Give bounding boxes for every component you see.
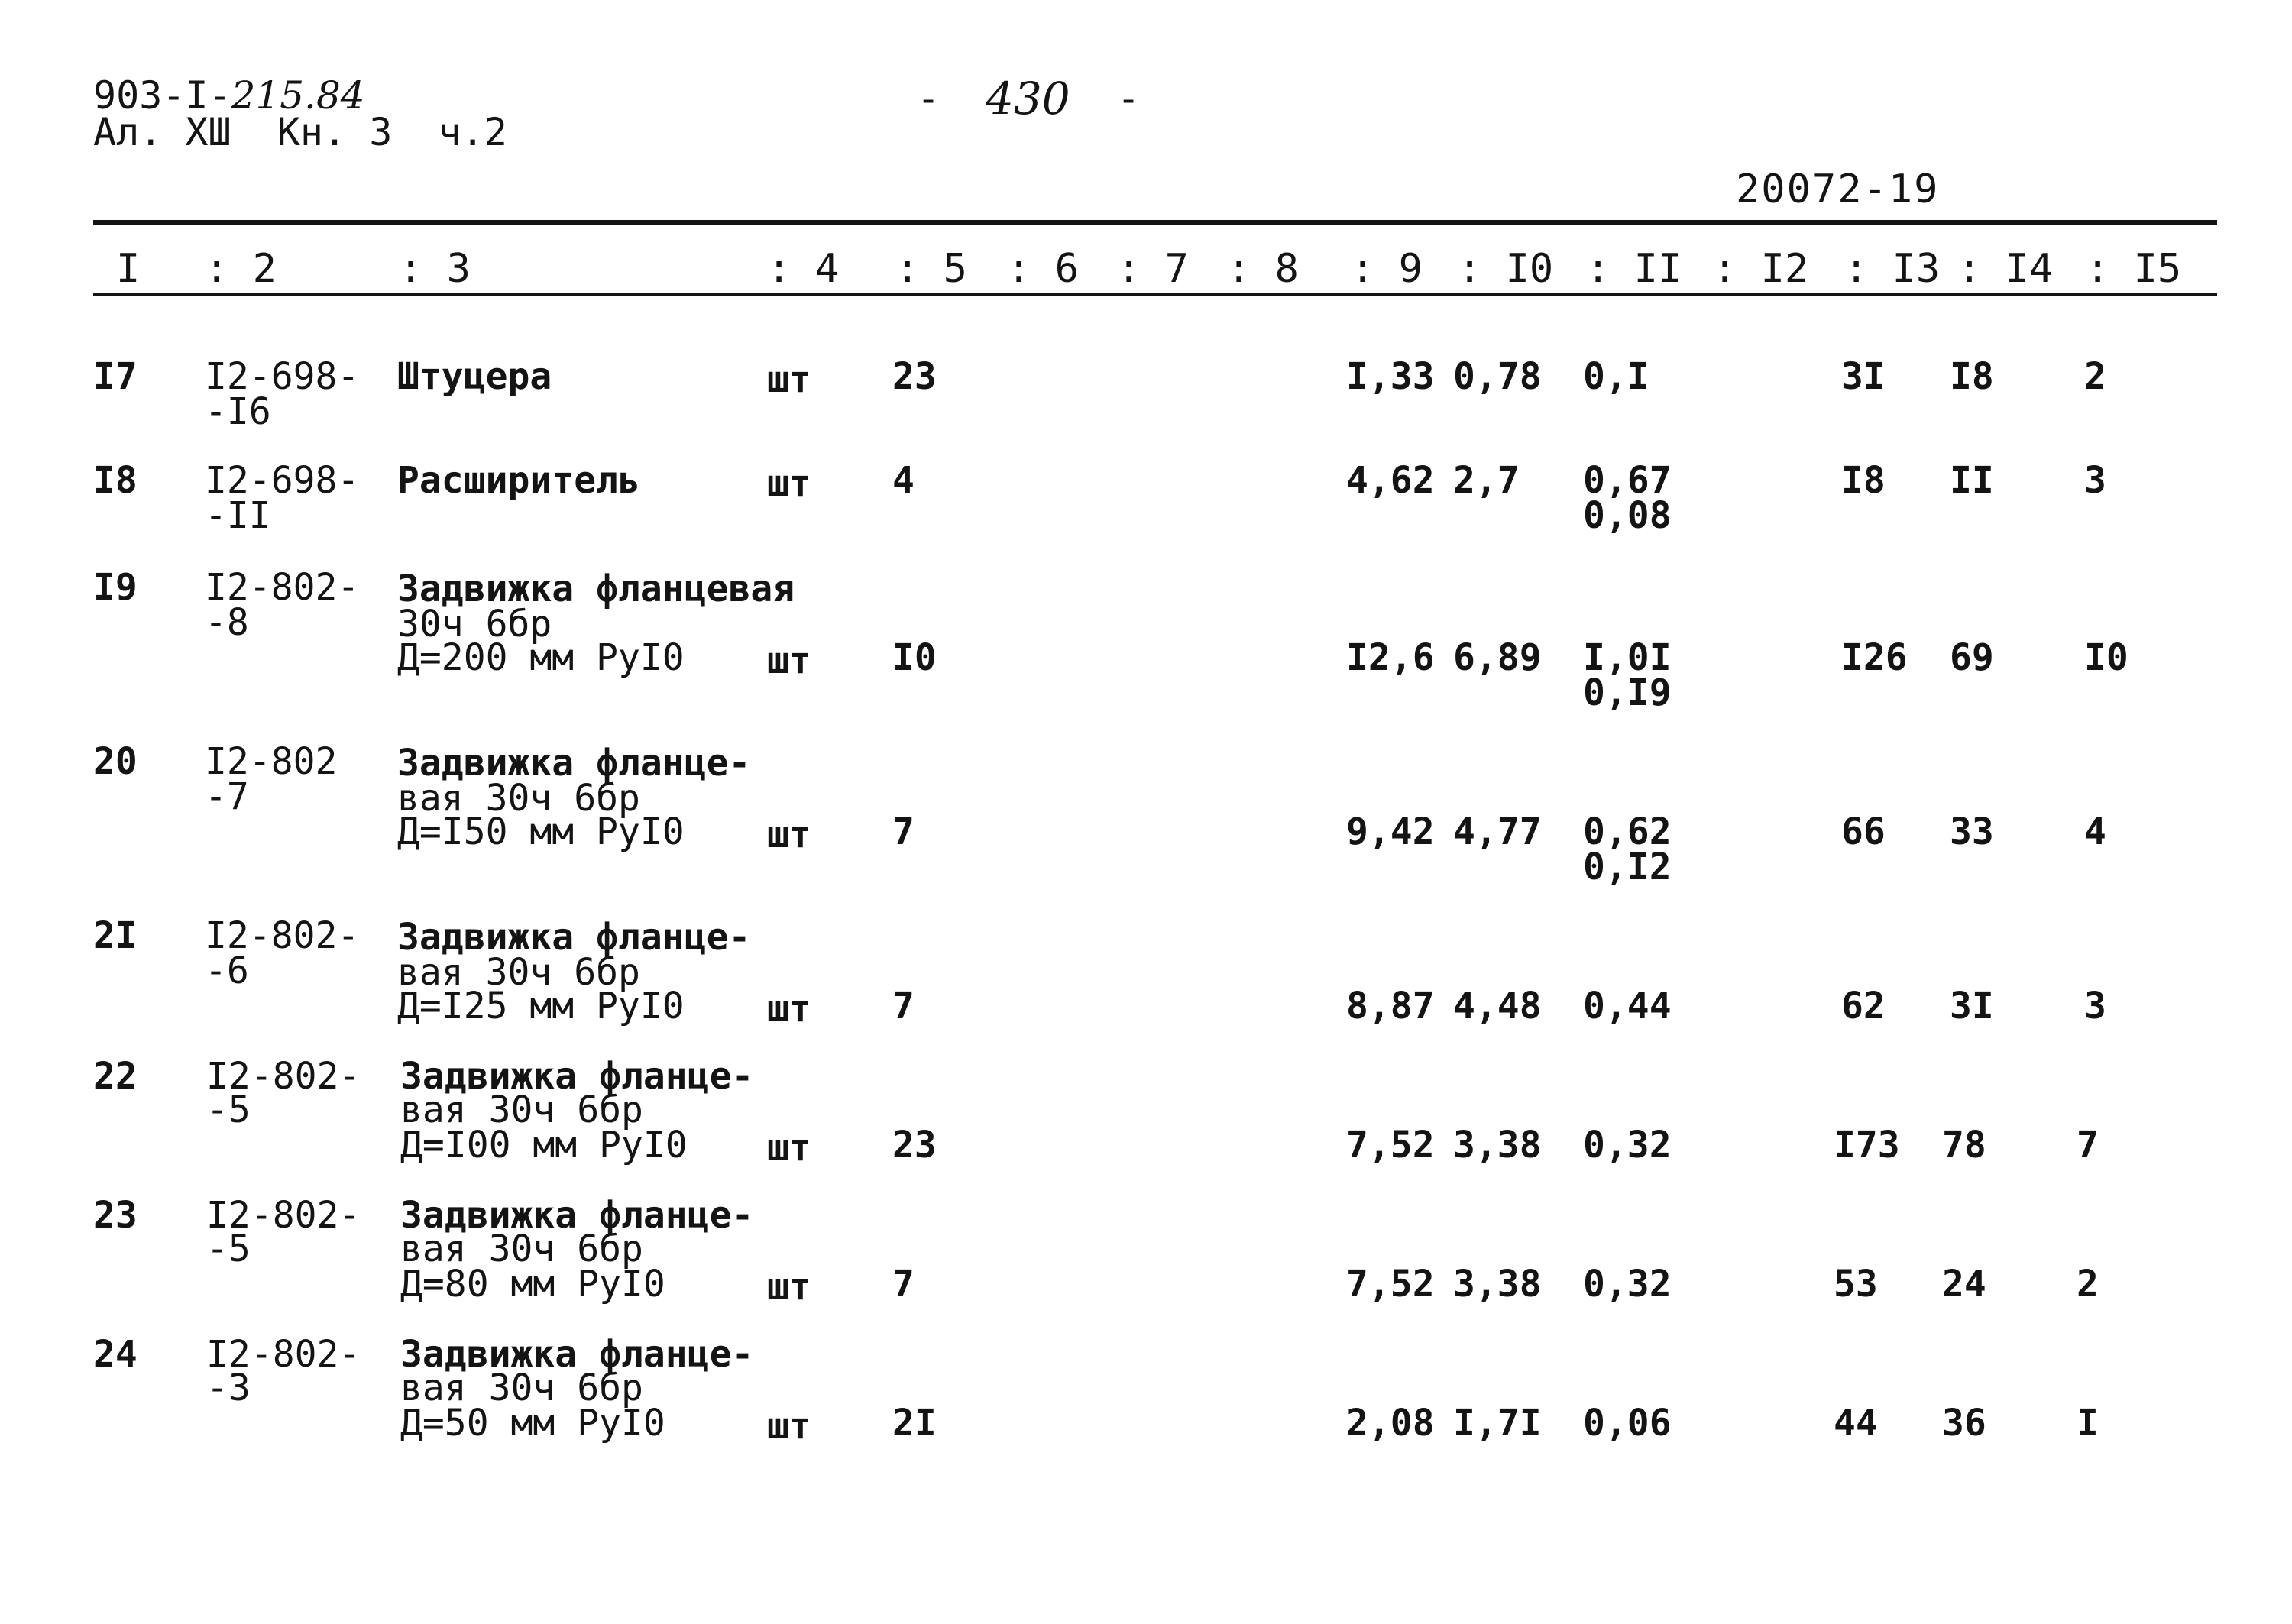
item-name-line-1: Расширитель [397,459,640,502]
row-number: 23 [93,1194,138,1237]
column-14-value: 24 [1942,1263,1986,1305]
column-13-value: I8 [1841,459,1886,502]
column-header-13: : I3 [1844,246,1941,292]
document-code-prefix: 903-I- [93,73,231,118]
column-9-value: 9,42 [1346,810,1435,853]
column-15-value: I [2077,1402,2099,1444]
column-13-value: 66 [1841,810,1886,853]
rate-code-line-2: -5 [206,1228,251,1270]
item-name-line-2: вая 30ч 6бр [400,1228,643,1270]
column-14-value: 78 [1942,1124,1986,1166]
row-number: I8 [93,459,138,502]
column-header-2: : 2 [205,246,277,292]
column-header-10: : I0 [1458,246,1554,292]
item-name-line-3: Д=I00 мм РуI0 [400,1124,688,1166]
column-header-11: : II [1586,246,1682,292]
rate-code-line-1: I2-802- [205,914,360,957]
page-dash-left: - [917,76,940,121]
rate-code-line-2: -5 [206,1089,251,1131]
column-14-value: 36 [1942,1402,1986,1444]
quantity: I0 [892,636,937,679]
column-14-value: 33 [1950,810,1994,853]
rate-code-line-2: -8 [205,601,249,644]
column-header-1: I [116,246,141,292]
column-15-value: 4 [2084,810,2106,853]
unit-of-measure: шт [767,639,811,682]
rate-code-line-2: -3 [206,1367,251,1409]
rate-code-line-1: I2-802- [206,1194,361,1237]
unit-of-measure: шт [767,1266,811,1309]
unit-of-measure: шт [767,1405,811,1448]
column-13-value: I26 [1841,636,1908,679]
row-number: 2I [93,914,138,957]
item-name-line-2: 30ч 6бр [397,603,552,645]
column-13-value: 44 [1834,1402,1878,1444]
column-header-8: : 8 [1227,246,1299,292]
column-10-value: 0,78 [1453,355,1542,398]
column-header-12: : I2 [1713,246,1809,292]
album-book-part: Ал. ХШ Кн. 3 ч.2 [93,110,507,154]
quantity: 23 [892,1124,937,1166]
row-number: I9 [93,566,138,609]
column-10-value: 2,7 [1453,459,1520,502]
sheet-code: 20072-19 [1736,167,1940,212]
column-11-value-2: 0,08 [1583,494,1672,537]
column-13-value: I73 [1834,1124,1900,1166]
item-name-line-2: вая 30ч 6бр [397,777,640,820]
column-header-5: : 5 [895,246,967,292]
column-header-3: : 3 [399,246,471,292]
unit-of-measure: шт [767,1127,811,1169]
column-11-value-1: 0,67 [1583,459,1672,502]
item-name-line-1: Задвижка фланце- [400,1194,754,1237]
item-name-line-3: Д=50 мм РуI0 [400,1402,665,1444]
column-11-value-2: 0,I2 [1583,846,1672,888]
item-name-line-1: Задвижка фланце- [397,916,751,959]
column-9-value: 8,87 [1346,985,1435,1027]
column-11-value-1: 0,I [1583,355,1649,398]
unit-of-measure: шт [767,988,811,1030]
column-10-value: 4,77 [1453,810,1542,853]
quantity: 7 [892,985,915,1027]
column-11-value-1: 0,44 [1583,985,1672,1027]
item-name-line-2: вая 30ч 6бр [400,1367,643,1409]
item-name-line-2: вая 30ч 6бр [400,1089,643,1131]
rate-code-line-1: I2-802 [205,740,338,783]
column-15-value: 7 [2077,1124,2099,1166]
column-9-value: I,33 [1346,355,1435,398]
quantity: 7 [892,810,915,853]
item-name-line-3: Д=200 мм РуI0 [397,636,685,679]
item-name-line-3: Д=I25 мм РуI0 [397,985,685,1027]
rate-code-line-2: -7 [205,775,249,818]
row-number: 20 [93,740,138,783]
column-header-14: : I4 [1957,246,2054,292]
column-9-value: 7,52 [1346,1263,1435,1305]
column-10-value: I,7I [1453,1402,1542,1444]
item-name-line-1: Штуцера [397,355,552,398]
item-name-line-3: Д=I50 мм РуI0 [397,810,685,853]
quantity: 2I [892,1402,937,1444]
column-14-value: II [1950,459,1994,502]
column-14-value: 3I [1950,985,1994,1027]
column-13-value: 53 [1834,1263,1878,1305]
page-number: 430 [986,73,1070,125]
column-9-value: 2,08 [1346,1402,1435,1444]
column-11-value-1: 0,06 [1583,1402,1672,1444]
column-15-value: 2 [2084,355,2106,398]
column-header-15: : I5 [2086,246,2182,292]
column-13-value: 3I [1841,355,1886,398]
column-10-value: 4,48 [1453,985,1542,1027]
column-11-value-1: I,0I [1583,636,1672,679]
rate-code-line-1: I2-698- [205,355,360,398]
column-9-value: 4,62 [1346,459,1435,502]
item-name-line-1: Задвижка фланцевая [397,568,795,610]
quantity: 7 [892,1263,915,1305]
item-name-line-2: вая 30ч 6бр [397,951,640,994]
row-number: 22 [93,1055,138,1098]
rate-code-line-1: I2-698- [205,459,360,502]
rate-code-line-1: I2-802- [205,566,360,609]
document-code [93,73,365,118]
quantity: 23 [892,355,937,398]
item-name-line-1: Задвижка фланце- [400,1333,754,1376]
column-header-7: : 7 [1117,246,1189,292]
column-10-value: 3,38 [1453,1124,1542,1166]
unit-of-measure: шт [767,358,811,401]
column-header-4: : 4 [767,246,839,292]
table-header-rule [93,293,2217,296]
column-15-value: I0 [2084,636,2129,679]
rate-code-line-2: -II [205,494,271,537]
column-9-value: I2,6 [1346,636,1435,679]
column-14-value: I8 [1950,355,1994,398]
rate-code-line-2: -6 [205,949,249,992]
column-9-value: 7,52 [1346,1124,1435,1166]
column-11-value-1: 0,32 [1583,1263,1672,1305]
column-15-value: 3 [2084,459,2106,502]
column-11-value-2: 0,I9 [1583,671,1672,714]
column-header-6: : 6 [1007,246,1079,292]
column-13-value: 62 [1841,985,1886,1027]
column-header-9: : 9 [1351,246,1423,292]
item-name-line-3: Д=80 мм РуI0 [400,1263,665,1305]
column-15-value: 3 [2084,985,2106,1027]
row-number: I7 [93,355,138,398]
table-top-rule [93,220,2217,225]
item-name-line-1: Задвижка фланце- [400,1055,754,1098]
quantity: 4 [892,459,915,502]
column-14-value: 69 [1950,636,1994,679]
column-10-value: 6,89 [1453,636,1542,679]
row-number: 24 [93,1333,138,1376]
item-name-line-1: Задвижка фланце- [397,742,751,785]
unit-of-measure: шт [767,462,811,505]
page-dash-right: - [1117,76,1141,121]
column-10-value: 3,38 [1453,1263,1542,1305]
rate-code-line-1: I2-802- [206,1333,361,1376]
rate-code-line-2: -I6 [205,390,271,433]
column-11-value-1: 0,62 [1583,810,1672,853]
rate-code-line-1: I2-802- [206,1055,361,1098]
column-11-value-1: 0,32 [1583,1124,1672,1166]
document-code-handwritten: 215.84 [231,73,365,118]
column-15-value: 2 [2077,1263,2099,1305]
unit-of-measure: шт [767,814,811,856]
